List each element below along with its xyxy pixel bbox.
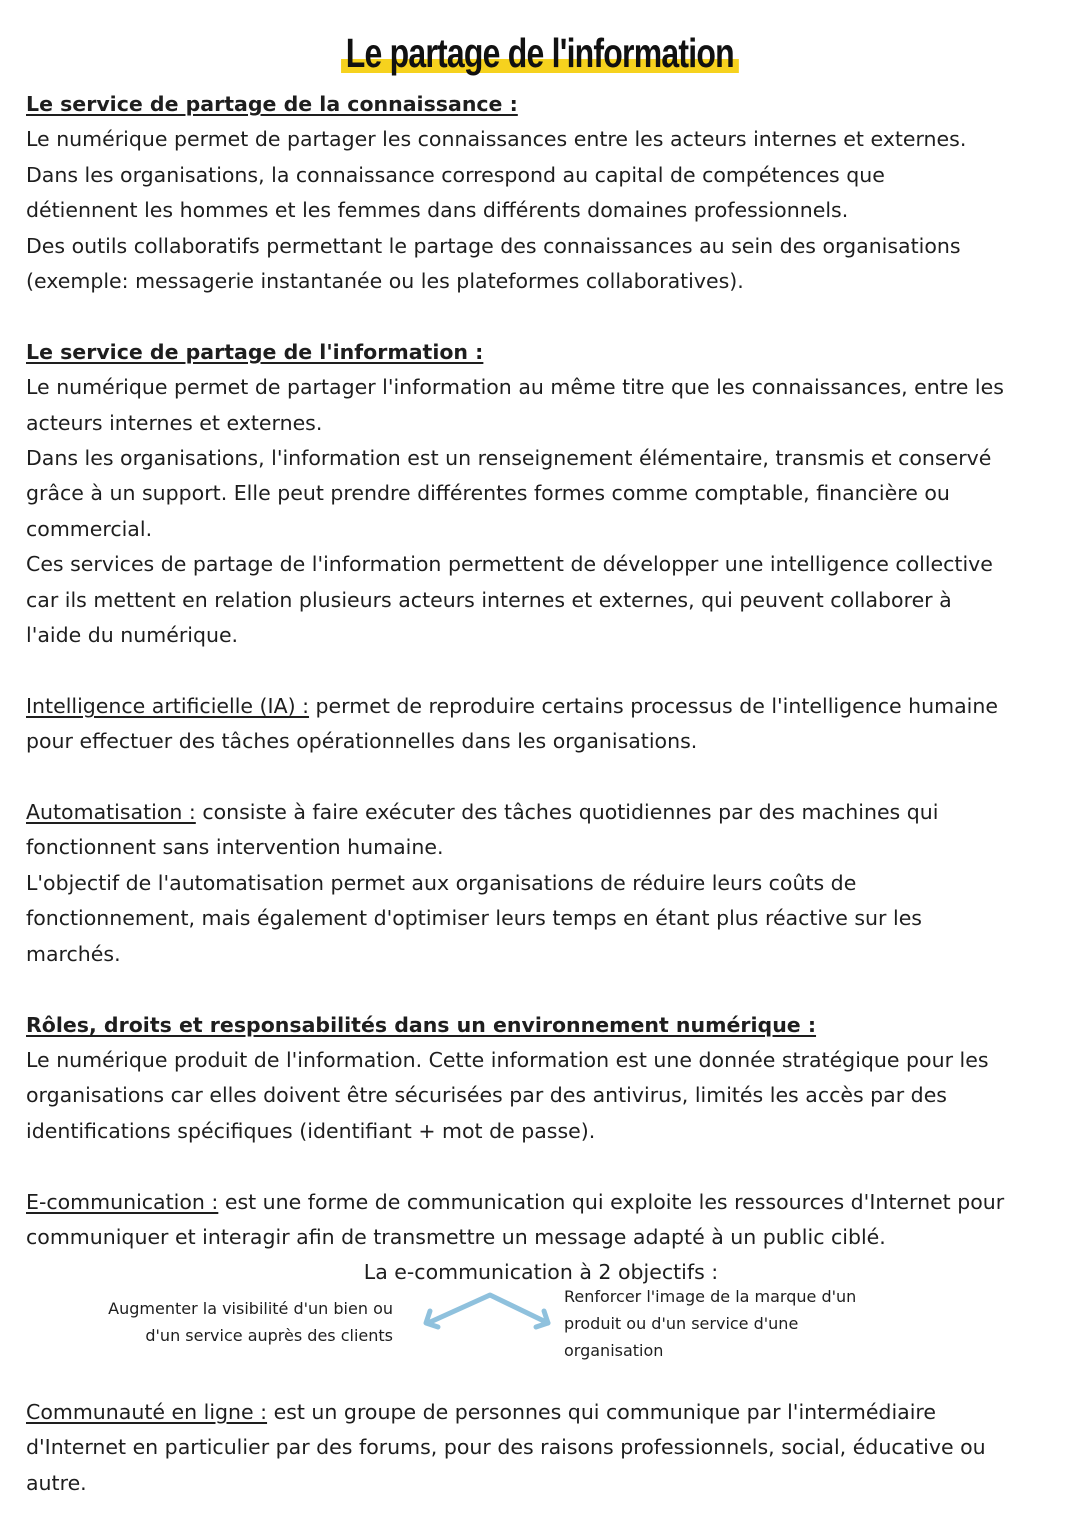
text-line: Ces services de partage de l'information permettent de développer une intelligence collective — [26, 552, 993, 577]
text-line: identifications spécifiques (identifiant + mot de passe). — [26, 1118, 596, 1143]
text-line: marchés. — [26, 941, 121, 966]
text-line: autre. — [26, 1470, 87, 1495]
text-line: Le numérique permet de partager les connaissances entre les acteurs internes et externes. — [26, 127, 967, 152]
text-line: détiennent les hommes et les femmes dans différents domaines professionnels. — [26, 198, 849, 223]
text-line: acteurs internes et externes. — [26, 410, 323, 435]
term-ecommunication: E-communication : — [26, 1189, 219, 1214]
definition-communaute: Communauté en ligne : est un groupe de personnes qui communique par l'intermédiaire — [26, 1399, 936, 1424]
definition-automatisation: Automatisation : consiste à faire exécuter des tâches quotidiennes par des machines qui — [26, 800, 939, 825]
text-line: Le numérique produit de l'information. Cette information est une donnée stratégique pour les — [26, 1047, 989, 1072]
text-line: L'objectif de l'automatisation permet aux organisations de réduire leurs coûts de — [26, 870, 857, 895]
definition-ia: Intelligence artificielle (IA) : permet de reproduire certains processus de l'intelligence humaine — [26, 693, 998, 718]
text-line: Des outils collaboratifs permettant le partage des connaissances au sein des organisations — [26, 233, 961, 258]
objectives-title: La e-communication à 2 objectifs : — [363, 1260, 719, 1285]
text-line: communiquer et interagir afin de transmettre un message adapté à un public ciblé. — [26, 1224, 886, 1249]
section-heading-information: Le service de partage de l'information : — [26, 339, 484, 364]
term-communaute: Communauté en ligne : — [26, 1399, 268, 1424]
text-line: Le numérique permet de partager l'information au même titre que les connaissances, entre les — [26, 375, 1004, 400]
branch-arrows-icon — [420, 1285, 560, 1335]
definition-ecommunication: E-communication : est une forme de communication qui exploite les ressources d'Internet pour — [26, 1189, 1005, 1214]
section-heading-roles: Rôles, droits et responsabilités dans un environnement numérique : — [26, 1012, 817, 1037]
section-heading-knowledge: Le service de partage de la connaissance : — [26, 92, 518, 116]
text-line: organisations car elles doivent être sécurisées par des antivirus, limités les accès par des — [26, 1083, 947, 1108]
text-line: l'aide du numérique. — [26, 623, 239, 648]
text-line: commercial. — [26, 516, 153, 541]
text-line: Dans les organisations, l'information est un renseignement élémentaire, transmis et conservé — [26, 446, 992, 471]
text-line: grâce à un support. Elle peut prendre différentes formes comme comptable, financière ou — [26, 481, 950, 506]
text-line: pour effectuer des tâches opérationnelles dans les organisations. — [26, 729, 698, 754]
text-line: fonctionnent sans intervention humaine. — [26, 835, 444, 860]
term-automatisation: Automatisation : — [26, 800, 196, 825]
text-line: fonctionnement, mais également d'optimiser leurs temps en étant plus réactive sur les — [26, 906, 922, 931]
objective-right: Renforcer l'image de la marque d'un produit ou d'un service d'une organisation — [564, 1286, 857, 1360]
objectives-diagram — [26, 1286, 1056, 1395]
document-body — [26, 87, 1056, 1501]
text-line: (exemple: messagerie instantanée ou les plateformes collaboratives). — [26, 269, 744, 294]
text-line: car ils mettent en relation plusieurs acteurs internes et externes, qui peuvent collaborer à — [26, 587, 952, 612]
page-title: Le partage de l'information — [0, 30, 1080, 77]
text-line: d'Internet en particulier par des forums, pour des raisons professionnels, social, éducative ou — [26, 1435, 986, 1460]
term-ia: Intelligence artificielle (IA) : — [26, 693, 310, 718]
objective-left: Augmenter la visibilité d'un bien ou d'un service auprès des clients — [108, 1298, 393, 1345]
text-line: Dans les organisations, la connaissance correspond au capital de compétences que — [26, 162, 885, 187]
